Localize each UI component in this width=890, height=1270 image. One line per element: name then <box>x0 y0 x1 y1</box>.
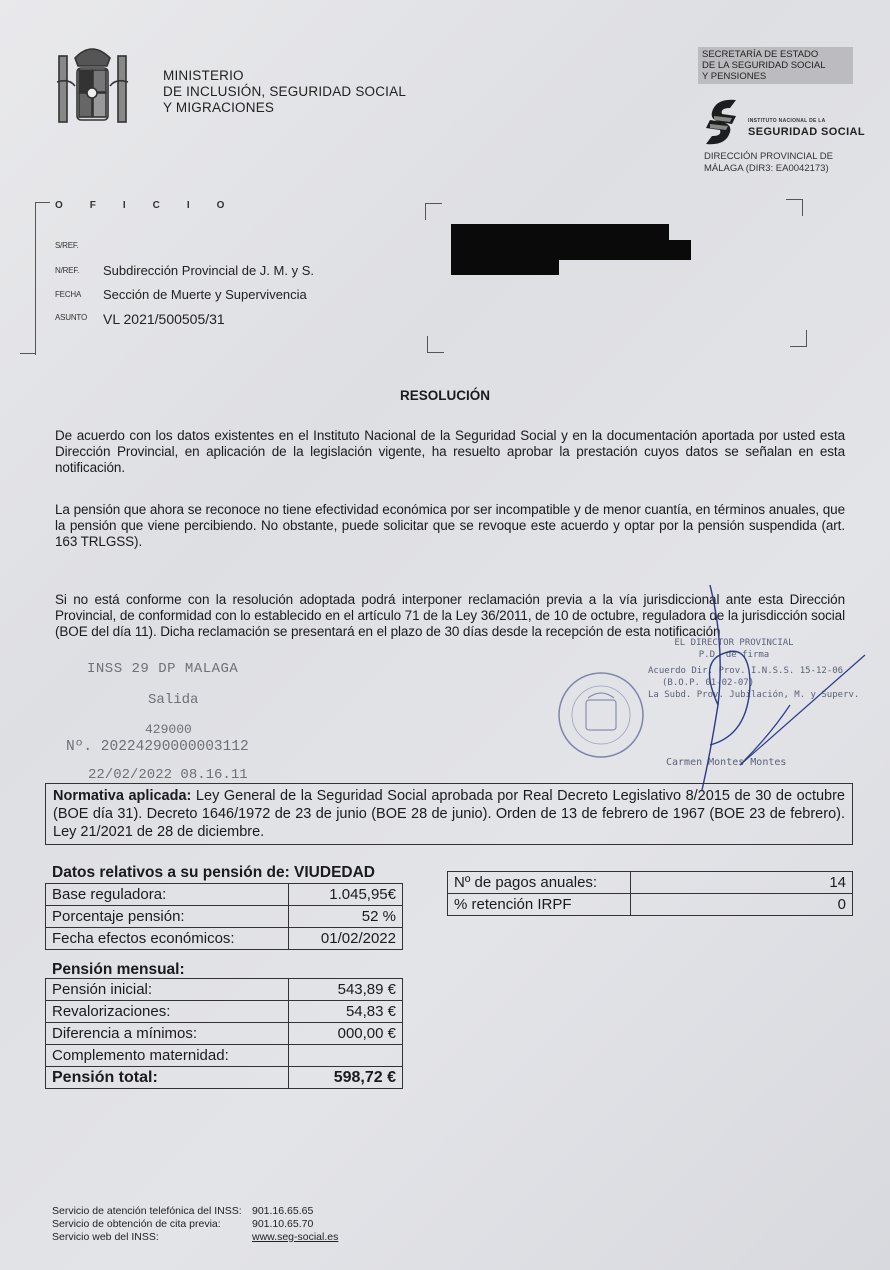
complemento-maternidad-value <box>289 1045 403 1067</box>
normativa-label: Normativa aplicada: <box>53 788 192 804</box>
address-corner-bl <box>427 336 444 353</box>
stamp-datetime: 22/02/2022 08.16.11 <box>88 767 248 783</box>
footer-row <box>52 1231 338 1244</box>
paragraph-incompatibility: La pensión que ahora se reconoce no tiene efectividad económica por ser incompatible y de menor cuantía, en términos anuales, que la pensión que viene percibiendo. No obstante, puede solicitar que se revoque este acuerdo y optar por la pensión suspendida (art. 163 TRLGSS). <box>55 502 845 549</box>
asunto-label: ASUNTO <box>55 313 87 322</box>
signature-line: La Subd. Prov. Jubilación, M. y Superv. <box>648 690 860 700</box>
redacted-address <box>451 240 691 260</box>
revalorizaciones-value: 54,83 € <box>289 1001 403 1023</box>
table-row <box>46 884 403 906</box>
pension-inicial-label: Pensión inicial: <box>46 979 289 1001</box>
inss-subtitle: INSTITUTO NACIONAL DE LA <box>748 118 826 124</box>
oficio-bracket <box>35 202 50 355</box>
footer-row <box>52 1205 338 1218</box>
datos-pension-heading: Datos relativos a su pensión de: VIUDEDAD <box>52 864 375 881</box>
cita-value: 901.10.65.70 <box>252 1218 314 1230</box>
stamp-code: 429000 <box>145 722 192 737</box>
secretaria-line: SECRETARÍA DE ESTADO <box>702 49 819 60</box>
irpf-value: 0 <box>631 894 853 916</box>
porcentaje-value: 52 % <box>289 906 403 928</box>
address-corner-tl <box>425 203 442 220</box>
address-corner-tr <box>786 199 803 216</box>
footer-contacts <box>52 1205 338 1244</box>
redacted-address <box>451 258 559 275</box>
pagos-table <box>447 871 853 916</box>
fecha-value: Sección de Muerte y Supervivencia <box>103 287 307 302</box>
table-row <box>46 928 403 950</box>
resolucion-title: RESOLUCIÓN <box>399 388 490 403</box>
stamp-number: Nº. 20224290000003112 <box>66 739 249 755</box>
ministry-line: MINISTERIO <box>163 68 244 83</box>
signature-line: EL DIRECTOR PROVINCIAL <box>674 638 794 648</box>
sref-label: S/REF. <box>55 241 79 250</box>
pagos-anuales-value: 14 <box>631 872 853 894</box>
table-row <box>46 1045 403 1067</box>
pension-mensual-heading: Pensión mensual: <box>52 961 185 978</box>
signatory-name: Carmen Montes Montes <box>666 757 787 768</box>
signature-line: Acuerdo Dir. Prov. I.N.S.S. 15-12-06 <box>648 666 844 676</box>
pension-total-label: Pensión total: <box>46 1067 289 1089</box>
coat-of-arms-icon <box>55 38 130 130</box>
table-row <box>448 872 853 894</box>
asunto-value: VL 2021/500505/31 <box>103 311 225 327</box>
nref-label: N/REF. <box>55 266 80 275</box>
stamp-office: INSS 29 DP MALAGA <box>87 661 239 677</box>
redacted-address <box>451 224 669 240</box>
pension-total-value: 598,72 € <box>289 1067 403 1089</box>
paragraph-reclamacion: Si no está conforme con la resolución adoptada podrá interponer reclamación previa a la vía jurisdiccional ante esta Dirección Provincial, de conformidad con lo establecido en el artículo 71 de la Ley 36/2011, de 10 de octubre, reguladora de la jurisdicción social (BOE del día 11). Dicha reclamación se presentará en el plazo de 30 días desde la recepción de esta notificación <box>55 592 845 639</box>
datos-pension-table <box>45 883 403 950</box>
base-reguladora-value: 1.045,95€ <box>289 884 403 906</box>
direccion-line: DIRECCIÓN PROVINCIAL DE <box>704 151 833 162</box>
nref-value: Subdirección Provincial de J. M. y S. <box>103 263 314 278</box>
fecha-efectos-value: 01/02/2022 <box>289 928 403 950</box>
revalorizaciones-label: Revalorizaciones: <box>46 1001 289 1023</box>
signature-line: (B.O.P. 01-02-07) <box>662 678 755 688</box>
porcentaje-label: Porcentaje pensión: <box>46 906 289 928</box>
secretaria-line: Y PENSIONES <box>702 71 767 82</box>
web-link[interactable]: www.seg-social.es <box>252 1231 339 1243</box>
table-row <box>46 1067 403 1089</box>
signature-line: P.D. de firma <box>698 650 770 660</box>
table-row <box>46 979 403 1001</box>
inss-logo-icon <box>702 96 740 148</box>
address-corner-br <box>790 330 807 347</box>
pension-mensual-table <box>45 978 403 1089</box>
phone-label: Servicio de atención telefónica del INSS: <box>52 1205 242 1217</box>
stamp-type: Salida <box>148 692 199 708</box>
fecha-label: FECHA <box>55 290 82 299</box>
cita-label: Servicio de obtención de cita previa: <box>52 1218 221 1230</box>
direccion-provincial <box>704 151 833 175</box>
inss-title: SEGURIDAD SOCIAL <box>748 126 866 138</box>
complemento-maternidad-label: Complemento maternidad: <box>46 1045 289 1067</box>
table-row <box>46 1001 403 1023</box>
ministry-line: Y MIGRACIONES <box>163 100 275 115</box>
secretaria-line: DE LA SEGURIDAD SOCIAL <box>702 60 826 71</box>
diferencia-minimos-label: Diferencia a mínimos: <box>46 1023 289 1045</box>
ministry-line: DE INCLUSIÓN, SEGURIDAD SOCIAL <box>163 84 407 99</box>
pension-inicial-value: 543,89 € <box>289 979 403 1001</box>
normativa-text: Ley General de la Seguridad Social aprobada por Real Decreto Legislativo 8/2015 de 30 de octubre (BOE día 31). Decreto 1646/1972 de 23 de junio (BOE 28 de junio). Orden de 13 de febrero de 1967 (BOE 23 de febrero). Ley 21/2021 de 28 de diciembre. <box>53 788 845 840</box>
table-row <box>46 906 403 928</box>
direccion-line: MÁLAGA (DIR3: EA0042173) <box>704 163 829 174</box>
handwritten-signature-icon <box>680 585 870 790</box>
footer-row <box>52 1218 338 1231</box>
official-seal-icon <box>556 670 646 760</box>
normativa-box <box>45 783 853 845</box>
table-row <box>46 1023 403 1045</box>
ministry-name <box>163 68 406 116</box>
oficio-bracket-bottom <box>20 353 36 354</box>
fecha-efectos-label: Fecha efectos económicos: <box>46 928 289 950</box>
table-row <box>448 894 853 916</box>
paragraph-approval: De acuerdo con los datos existentes en el Instituto Nacional de la Seguridad Social y en la documentación aportada por usted esta Dirección Provincial, en aplicación de la legislación vigente, ha resuelto aprobar la prestación cuyos datos se señalan en esta notificación. <box>55 428 845 475</box>
base-reguladora-label: Base reguladora: <box>46 884 289 906</box>
secretaria-banner <box>698 47 853 84</box>
diferencia-minimos-value: 000,00 € <box>289 1023 403 1045</box>
irpf-label: % retención IRPF <box>448 894 631 916</box>
phone-value: 901.16.65.65 <box>252 1205 314 1217</box>
oficio-title: OFICIO <box>55 200 252 211</box>
web-label: Servicio web del INSS: <box>52 1231 159 1243</box>
pagos-anuales-label: Nº de pagos anuales: <box>448 872 631 894</box>
